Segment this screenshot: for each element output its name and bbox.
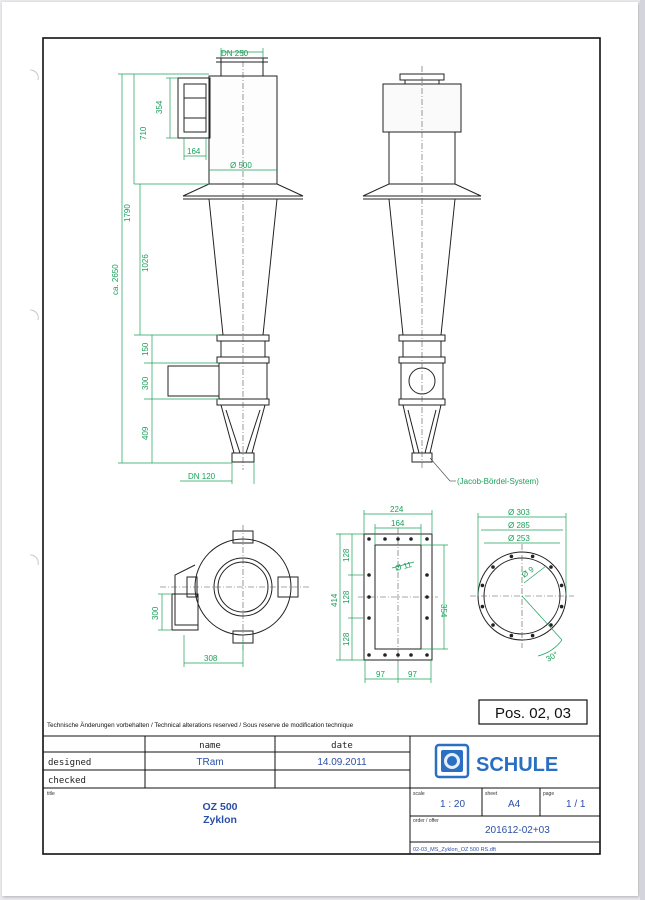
col-date-header: date <box>331 741 353 751</box>
bolt-hole <box>367 616 371 620</box>
dim-164: 164 <box>187 147 201 156</box>
bolt-hole <box>481 584 485 588</box>
col-name-header: name <box>199 741 221 751</box>
cyclone-front-view <box>168 50 303 470</box>
flange-dim-164: 164 <box>391 519 405 528</box>
round-dim-253: Ø 253 <box>508 534 530 543</box>
order-value: 201612-02+03 <box>485 825 550 836</box>
bolt-hole <box>425 573 429 577</box>
bolt-hole <box>396 653 400 657</box>
bolt-hole <box>367 595 371 599</box>
bolt-hole <box>396 537 400 541</box>
dim-d500: Ø 500 <box>230 161 252 170</box>
bolt-hole <box>425 595 429 599</box>
bolt-hole <box>409 537 413 541</box>
flange-dim-97b: 97 <box>408 670 417 679</box>
dim-150: 150 <box>141 342 150 356</box>
bolt-hole <box>560 584 564 588</box>
bolt-hole <box>383 537 387 541</box>
schule-logo <box>436 745 558 777</box>
flange-dim-224: 224 <box>390 505 404 514</box>
designer-name: TRam <box>196 757 224 768</box>
rect-flange-dimension-lines <box>336 510 448 683</box>
bolt-hole <box>425 616 429 620</box>
bolt-hole <box>367 573 371 577</box>
bolt-hole <box>549 565 553 569</box>
flange-dim-97a: 97 <box>376 670 385 679</box>
bolt-hole <box>560 605 564 609</box>
brand-name: SCHULE <box>476 754 559 776</box>
dim-409: 409 <box>141 426 150 440</box>
flange-dim-128b: 128 <box>342 590 351 604</box>
cyclone-top-view <box>160 525 310 650</box>
round-dim-hole: Ø 9 <box>519 564 536 580</box>
technical-notice: Technische Änderungen vorbehalten / Technical alterations reserved / Sous reserve de modification technique <box>47 722 354 729</box>
sheet-value: A4 <box>508 799 521 810</box>
round-dim-angle: 30° <box>544 649 560 664</box>
cyclone-side-view <box>363 66 481 481</box>
order-label: order / offer <box>413 818 439 824</box>
dim-354: 354 <box>155 100 164 114</box>
dimension-labels <box>111 49 559 679</box>
bolt-hole <box>510 555 514 559</box>
dim-dn-bottom: DN 120 <box>188 472 216 481</box>
flange-dim-354: 354 <box>439 604 448 618</box>
dim-300: 300 <box>141 376 150 390</box>
scale-value: 1 : 20 <box>440 799 466 810</box>
bolt-hole <box>491 623 495 627</box>
round-dim-303: Ø 303 <box>508 508 530 517</box>
row-designed: designed <box>48 758 92 768</box>
flange-dim-128c: 128 <box>342 632 351 646</box>
scale-label: scale <box>413 791 425 797</box>
bolt-hole <box>531 634 535 638</box>
flange-dim-128a: 128 <box>342 548 351 562</box>
bolt-hole <box>531 555 535 559</box>
bolt-hole <box>367 653 371 657</box>
row-checked: checked <box>48 776 86 786</box>
title-field-label: title <box>47 791 55 797</box>
bolt-hole <box>383 653 387 657</box>
dim-dn-top: DN 250 <box>221 49 249 58</box>
bolt-hole <box>510 634 514 638</box>
drawing-frame <box>43 38 600 854</box>
round-dim-285: Ø 285 <box>508 521 530 530</box>
top-dim-308: 308 <box>204 654 218 663</box>
title-line2: Zyklon <box>203 814 237 826</box>
bolt-hole <box>491 565 495 569</box>
dim-1790: 1790 <box>123 204 132 222</box>
dim-710: 710 <box>139 126 148 140</box>
binder-holes <box>30 70 38 565</box>
flange-dim-hole: Ø 11 <box>394 559 413 573</box>
dim-1026: 1026 <box>141 254 150 272</box>
pos-label: Pos. 02, 03 <box>495 705 571 722</box>
bolt-hole <box>425 653 429 657</box>
dim-ca2650: ca. 2650 <box>111 264 120 295</box>
page-label: page <box>543 791 555 797</box>
designed-date: 14.09.2011 <box>317 757 367 768</box>
file-name: 02-03_MS_Zyklon_OZ 500 RS.dft <box>413 847 496 853</box>
jacob-system-label: (Jacob-Bördel-System) <box>457 477 539 486</box>
bolt-hole <box>367 537 371 541</box>
page-value: 1 / 1 <box>566 799 586 810</box>
bolt-hole <box>425 537 429 541</box>
top-view-dimension-lines <box>158 594 243 667</box>
top-dim-300: 300 <box>151 606 160 620</box>
bolt-hole <box>409 653 413 657</box>
sheet-label: sheet <box>485 791 498 797</box>
bolt-hole <box>481 605 485 609</box>
title-line1: OZ 500 <box>202 801 238 813</box>
flange-dim-414: 414 <box>330 593 339 607</box>
